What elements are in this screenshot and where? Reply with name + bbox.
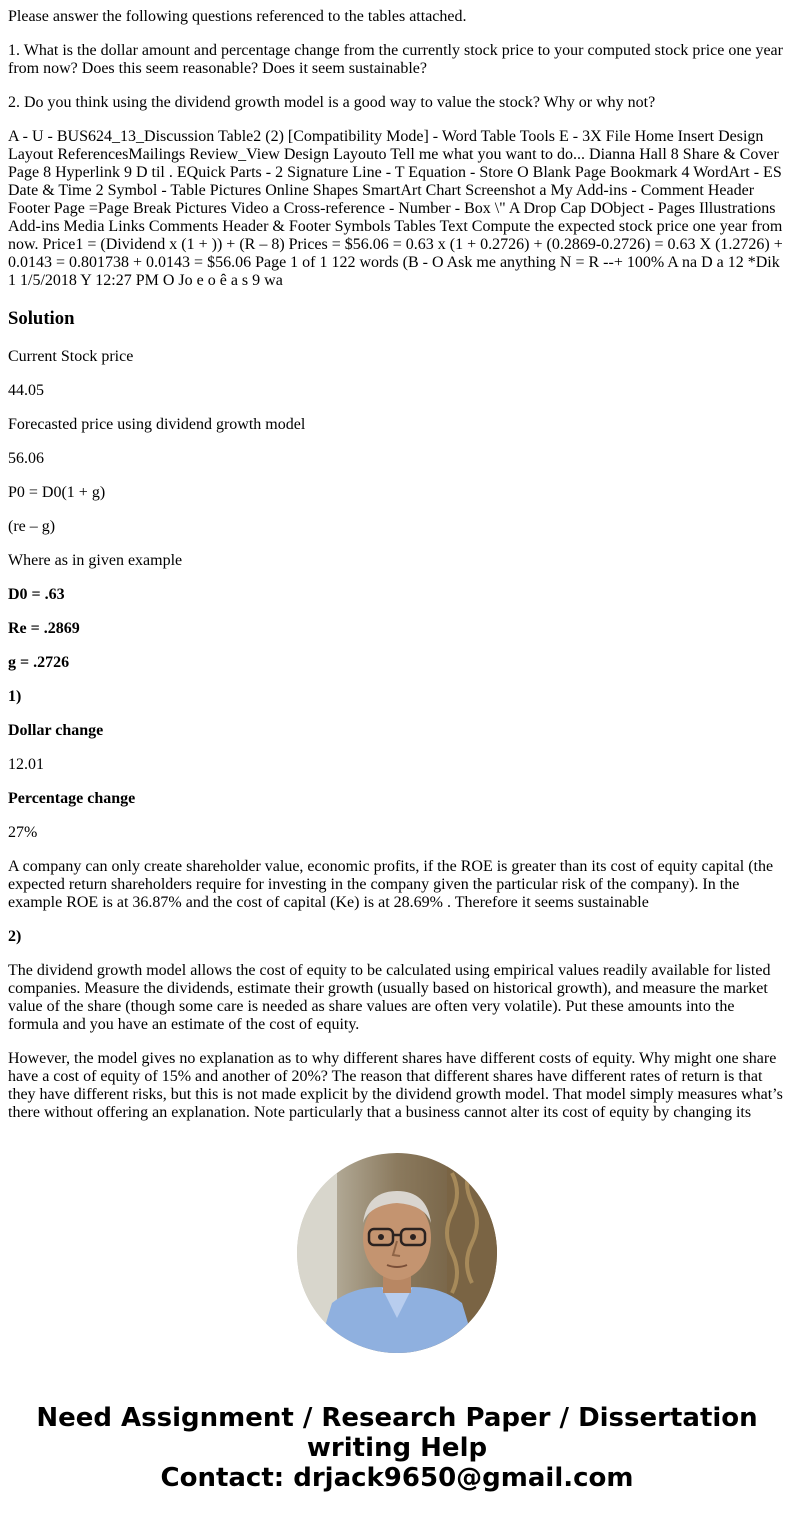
current-price-label: Current Stock price	[8, 348, 134, 365]
promo-banner	[0, 1403, 794, 1493]
forecast-value: 56.06	[8, 450, 44, 467]
however-paragraph: However, the model gives no explanation as to why different shares have different costs of equity. Why might one share have a cost of equity of 15% and another of 20%? The reason that different shares have different rates of return is that they have different risks, but this is not made explicit by the dividend growth model. That model simply measures what’s there without offering an explanation. Note particularly that a business cannot alter its cost of equity by changing its	[8, 1050, 783, 1121]
part-1-label: 1)	[8, 688, 22, 705]
dollar-change-value: 12.01	[8, 756, 44, 773]
avatar	[297, 1153, 497, 1353]
re-value: Re = .2869	[8, 620, 80, 637]
part-2-label: 2)	[8, 928, 22, 945]
intro-text: Please answer the following questions referenced to the tables attached.	[8, 8, 467, 25]
dgm-paragraph: The dividend growth model allows the cost of equity to be calculated using empirical values readily available for listed companies. Measure the dividends, estimate their growth (usually based on historical growth), and measure the market value of the share (though some care is needed as share values are often very volatile). Put these amounts into the formula and you have an estimate of the cost of equity.	[8, 962, 771, 1033]
dollar-change-label: Dollar change	[8, 722, 104, 739]
ocr-screenshot-text: A - U - BUS624_13_Discussion Table2 (2) [Compatibility Mode] - Word Table Tools E - 3X File Home Insert Design Layout ReferencesMailings Review_View Design Layouto Tell me what you want to do... Dianna Hall 8 Share & Cover Page 8 Hyperlink 9 D til . EQuick Parts - 2 Signature Line - T Equation - Store O Blank Page Bookmark 4 WordArt - ES Date & Time 2 Symbol - Table Pictures Online Shapes SmartArt Chart Screenshot a My Add-ins - Comment Header Footer Page =Page Break Pictures Video a Cross-reference - Number - Box \" A Drop Cap DObject - Pages Illustrations Add-ins Media Links Comments Header & Footer Symbols Tables Text Compute the expected stock price one year from now. Price1 = (Dividend x (1 + )) + (R – 8) Prices = $56.06 = 0.63 x (1 + 0.2726) + (0.2869-0.2726) = 0.63 X (1.2726) + 0.0143 = 0.801738 + 0.0143 = $56.06 Page 1 of 1 122 words (B - O Ask me anything N = R --+ 100% A na D a 12 *Dik 1 1/5/2018 Y 12:27 PM O Jo e o ê a s 9 wa	[8, 128, 783, 289]
forecast-label: Forecasted price using dividend growth model	[8, 416, 306, 433]
g-value: g = .2726	[8, 654, 70, 671]
formula-numerator: P0 = D0(1 + g)	[8, 484, 106, 501]
avatar-photo	[297, 1153, 497, 1353]
solution-heading: Solution	[8, 308, 75, 329]
percentage-change-value: 27%	[8, 824, 38, 841]
current-price-value: 44.05	[8, 382, 44, 399]
question-1: 1. What is the dollar amount and percentage change from the currently stock price to your computed stock price one year from now? Does this seem reasonable? Does it seem sustainable?	[8, 42, 783, 77]
promo-line-2: writing Help	[306, 1433, 488, 1463]
promo-contact: Contact: drjack9650@gmail.com	[160, 1463, 634, 1493]
formula-denominator: (re – g)	[8, 518, 56, 535]
roe-paragraph: A company can only create shareholder value, economic profits, if the ROE is greater than its cost of equity capital (the expected return shareholders require for investing in the company given the particular risk of the company). In the example ROE is at 36.87% and the cost of capital (Ke) is at 28.69% . Therefore it seems sustainable	[8, 858, 774, 911]
percentage-change-label: Percentage change	[8, 790, 136, 807]
promo-line-1: Need Assignment / Research Paper / Dissertation	[36, 1403, 758, 1433]
example-label: Where as in given example	[8, 552, 183, 569]
question-2: 2. Do you think using the dividend growth model is a good way to value the stock? Why or why not?	[8, 94, 656, 111]
d0-value: D0 = .63	[8, 586, 65, 603]
